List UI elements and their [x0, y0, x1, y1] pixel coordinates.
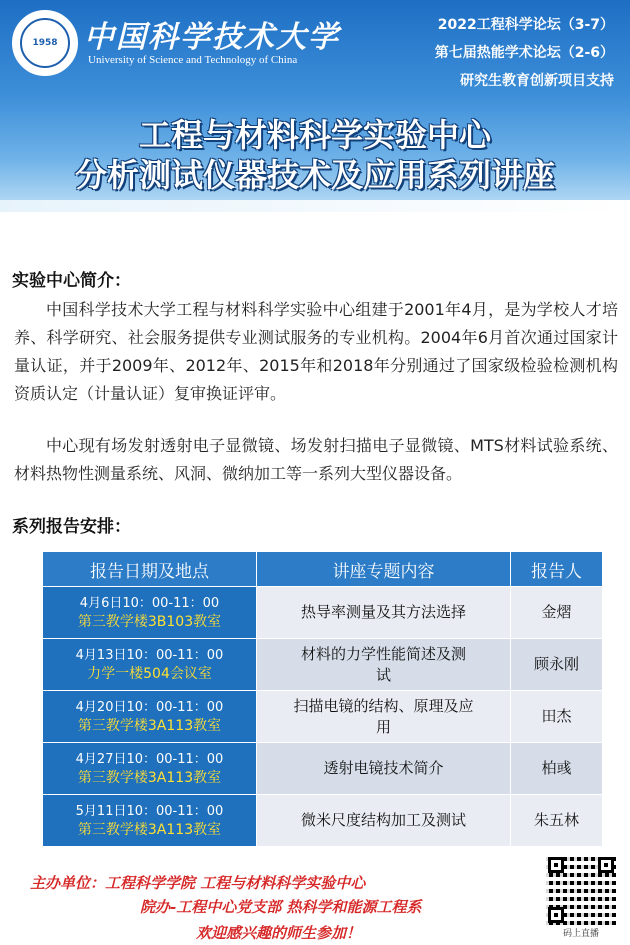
speaker-cell: 朱五林 [511, 795, 603, 847]
date-cell [43, 743, 257, 795]
date-time: 5月11日10：00-11：00 [75, 803, 224, 819]
table-row [43, 587, 603, 639]
date-cell [43, 587, 257, 639]
forum-line-1: 2022工程科学论坛（3-7） [437, 17, 614, 33]
topic-cell: 扫描电镜的结构、原理及应用 [257, 691, 511, 743]
intro-heading: 实验中心简介： [12, 271, 131, 291]
qr-code-icon[interactable] [544, 853, 618, 927]
date-room: 第三教学楼3A113教室 [77, 821, 222, 838]
speaker-cell: 柏彧 [511, 743, 603, 795]
table-row [43, 743, 603, 795]
speaker-cell: 田杰 [511, 691, 603, 743]
date-time: 4月6日10：00-11：00 [79, 595, 220, 611]
speaker-cell: 金熠 [511, 587, 603, 639]
organizer-line-1: 主办单位：工程科学学院 工程与材料科学实验中心 [30, 874, 366, 892]
schedule-table [42, 551, 603, 847]
header-banner [0, 0, 630, 212]
date-time: 4月27日10：00-11：00 [75, 751, 224, 767]
qr-finder [598, 857, 614, 873]
topic-cell: 热导率测量及其方法选择 [257, 587, 511, 639]
table-row [43, 795, 603, 847]
university-name-cn: 中国科学技术大学 [84, 20, 340, 55]
date-room: 力学一楼504会议室 [87, 665, 212, 682]
speaker-cell: 顾永刚 [511, 639, 603, 691]
title-line-1: 工程与材料科学实验中心 [138, 116, 491, 154]
forum-line-2: 第七届热能学术论坛（2-6） [434, 45, 614, 61]
date-room: 第三教学楼3B103教室 [77, 613, 222, 630]
logo-year: 1958 [20, 18, 70, 68]
qr-label: 码上直播 [562, 929, 599, 939]
column-header-topic: 讲座专题内容 [257, 552, 511, 587]
qr-finder [548, 907, 564, 923]
qr-finder [548, 857, 564, 873]
table-row [43, 691, 603, 743]
intro-paragraph-2: 中心现有场发射透射电子显微镜、场发射扫描电子显微镜、MTS材料试验系统、材料热物性测量系统、风洞、微纳加工等一系列大型仪器设备。 [14, 436, 618, 483]
topic-cell: 材料的力学性能简述及测试 [257, 639, 511, 691]
title-line-2: 分析测试仪器技术及应用系列讲座 [74, 156, 555, 194]
date-room: 第三教学楼3A113教室 [77, 769, 222, 786]
column-header-date: 报告日期及地点 [43, 552, 257, 587]
date-room: 第三教学楼3A113教室 [77, 717, 222, 734]
table-row [43, 639, 603, 691]
university-name-en: University of Science and Technology of China [88, 54, 298, 66]
column-header-speaker: 报告人 [511, 552, 603, 587]
date-cell [43, 691, 257, 743]
forum-line-3: 研究生教育创新项目支持 [460, 73, 614, 89]
date-time: 4月20日10：00-11：00 [75, 699, 224, 715]
topic-cell: 微米尺度结构加工及测试 [257, 795, 511, 847]
intro-paragraph-1: 中国科学技术大学工程与材料科学实验中心组建于2001年4月，是为学校人才培养、科学研究、社会服务提供专业测试服务的专业机构。2004年6月首次通过国家计量认证，并于2009年、2012年、2015年和2018年分别通过了国家级检验检测机构资质认定（计量认证）复审换证评审。 [14, 300, 618, 403]
date-cell [43, 795, 257, 847]
header-divider [0, 200, 630, 212]
welcome-line: 欢迎感兴趣的师生参加！ [196, 924, 362, 942]
table-header-row [43, 552, 603, 587]
schedule-heading: 系列报告安排： [12, 517, 131, 537]
date-cell [43, 639, 257, 691]
organizer-line-2: 院办-工程中心党支部 热科学和能源工程系 [140, 898, 422, 916]
topic-cell: 透射电镜技术简介 [257, 743, 511, 795]
university-logo [12, 10, 78, 76]
date-time: 4月13日10：00-11：00 [75, 647, 224, 663]
